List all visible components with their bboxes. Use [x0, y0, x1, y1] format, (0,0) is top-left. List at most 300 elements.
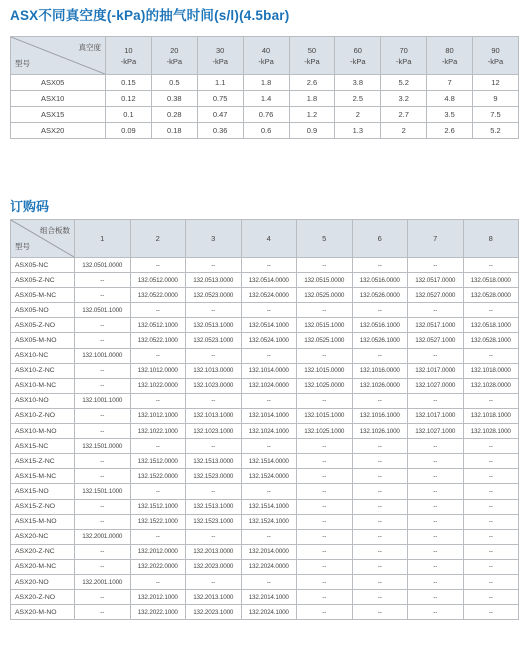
vacuum-level-value: 80 — [445, 45, 454, 55]
order-code-cell: -- — [75, 408, 131, 423]
order-code-cell: 132.0527.1000 — [408, 333, 464, 348]
order-code-cell: -- — [463, 499, 519, 514]
order-code-cell: 132.0517.1000 — [408, 318, 464, 333]
order-code-cell: 132.1522.0000 — [130, 469, 186, 484]
time-cell: 3.5 — [427, 107, 473, 123]
order-code-cell: 132.1014.0000 — [241, 363, 297, 378]
order-code-cell: -- — [241, 484, 297, 499]
table-row — [11, 439, 519, 454]
time-cell: 2.5 — [335, 91, 381, 107]
order-code-cell: 132.0518.0000 — [463, 273, 519, 288]
order-code-cell: -- — [408, 303, 464, 318]
order-code-cell: -- — [408, 348, 464, 363]
order-code-cell: 132.1028.0000 — [463, 378, 519, 393]
time-cell: 0.38 — [151, 91, 197, 107]
time-cell: 7 — [427, 75, 473, 91]
order-code-cell: -- — [408, 574, 464, 589]
vacuum-level-header — [289, 37, 335, 75]
order-code-cell: -- — [297, 590, 353, 605]
order-code-cell: -- — [297, 529, 353, 544]
order-code-cell: 132.1514.1000 — [241, 499, 297, 514]
order-code-cell: -- — [75, 273, 131, 288]
order-code-cell: 132.0516.0000 — [352, 273, 408, 288]
order-code-cell: -- — [352, 590, 408, 605]
order-code-cell: -- — [75, 544, 131, 559]
order-code-cell: -- — [408, 454, 464, 469]
order-code-cell: -- — [186, 258, 242, 273]
order-code-title: 订购码 — [10, 199, 50, 214]
model-cell: ASX05-NC — [11, 258, 75, 273]
order-code-cell: 132.2013.0000 — [186, 544, 242, 559]
order-code-cell: -- — [130, 529, 186, 544]
order-code-cell: -- — [463, 348, 519, 363]
table-row — [11, 590, 519, 605]
order-code-cell: -- — [130, 439, 186, 454]
order-code-cell: 132.1012.1000 — [130, 408, 186, 423]
corner-label-columns: 真空度 — [78, 43, 101, 52]
order-code-cell: -- — [463, 529, 519, 544]
order-code-cell: -- — [297, 544, 353, 559]
order-code-cell: -- — [463, 484, 519, 499]
order-code-cell: -- — [186, 529, 242, 544]
order-code-cell: -- — [408, 559, 464, 574]
vacuum-level-value: 10 — [124, 45, 133, 55]
order-code-cell: 132.2012.0000 — [130, 544, 186, 559]
vacuum-level-header — [427, 37, 473, 75]
order-code-cell: 132.0515.1000 — [297, 318, 353, 333]
order-code-cell: -- — [408, 544, 464, 559]
order-code-cell: -- — [297, 484, 353, 499]
vacuum-level-header — [106, 37, 152, 75]
order-code-cell: -- — [352, 514, 408, 529]
order-code-cell: -- — [75, 454, 131, 469]
time-cell: 0.75 — [197, 91, 243, 107]
order-code-cell: 132.1013.1000 — [186, 408, 242, 423]
order-code-cell: 132.0501.1000 — [75, 303, 131, 318]
order-code-cell: -- — [352, 348, 408, 363]
model-cell: ASX20 — [11, 123, 106, 139]
plate-count-header: 3 — [186, 220, 242, 258]
model-cell: ASX20-M-NO — [11, 605, 75, 620]
vacuum-level-header — [151, 37, 197, 75]
order-code-cell: 132.0524.0000 — [241, 288, 297, 303]
time-cell: 4.8 — [427, 91, 473, 107]
order-code-cell: -- — [75, 333, 131, 348]
table-row — [11, 123, 519, 139]
order-code-cell: -- — [408, 439, 464, 454]
order-code-cell: -- — [75, 605, 131, 620]
order-code-cell: 132.2001.0000 — [75, 529, 131, 544]
model-cell: ASX05-Z-NO — [11, 318, 75, 333]
time-cell: 0.76 — [243, 107, 289, 123]
order-code-cell: -- — [463, 303, 519, 318]
vacuum-level-unit: -kPa — [350, 56, 366, 66]
order-code-cell: 132.1023.0000 — [186, 378, 242, 393]
model-cell: ASX15-M-NO — [11, 514, 75, 529]
order-code-cell: -- — [186, 574, 242, 589]
plate-count-header: 6 — [352, 220, 408, 258]
order-code-cell: -- — [186, 348, 242, 363]
time-cell: 2.7 — [381, 107, 427, 123]
table-row — [11, 605, 519, 620]
order-code-cell: 132.1523.0000 — [186, 469, 242, 484]
vacuum-level-unit: -kPa — [166, 56, 183, 66]
order-code-cell: -- — [130, 348, 186, 363]
order-code-cell: -- — [75, 288, 131, 303]
order-code-cell: -- — [75, 514, 131, 529]
order-code-cell: -- — [408, 469, 464, 484]
model-cell: ASX05-M-NC — [11, 288, 75, 303]
order-code-cell: 132.1013.0000 — [186, 363, 242, 378]
vacuum-level-unit: -kPa — [487, 56, 504, 66]
order-code-cell: 132.1015.0000 — [297, 363, 353, 378]
order-code-cell: -- — [352, 484, 408, 499]
order-code-cell: 132.1024.1000 — [241, 424, 297, 439]
time-cell: 0.47 — [197, 107, 243, 123]
table-row — [11, 258, 519, 273]
order-code-cell: -- — [463, 454, 519, 469]
time-cell: 1.4 — [243, 91, 289, 107]
table-row — [11, 107, 519, 123]
order-code-cell: -- — [352, 559, 408, 574]
order-code-cell: 132.1016.0000 — [352, 363, 408, 378]
order-code-cell: -- — [408, 499, 464, 514]
time-cell: 12 — [473, 75, 519, 91]
vacuum-level-unit: -kPa — [212, 56, 228, 66]
model-cell: ASX10-Z-NO — [11, 408, 75, 423]
order-code-cell: -- — [352, 393, 408, 408]
time-cell: 9 — [473, 91, 519, 107]
order-code-cell: -- — [186, 393, 242, 408]
order-code-cell: 132.0512.0000 — [130, 273, 186, 288]
order-code-cell: 132.2024.0000 — [241, 559, 297, 574]
order-code-cell: 132.0501.0000 — [75, 258, 131, 273]
vacuum-level-value: 70 — [399, 45, 408, 55]
order-code-cell: -- — [297, 258, 353, 273]
order-code-cell: 132.2022.1000 — [130, 605, 186, 620]
order-code-cell: 132.2001.1000 — [75, 574, 131, 589]
time-cell: 0.9 — [289, 123, 335, 139]
order-code-cell: 132.0517.0000 — [408, 273, 464, 288]
table-row — [11, 544, 519, 559]
order-code-cell: 132.0524.1000 — [241, 333, 297, 348]
time-cell: 0.1 — [106, 107, 152, 123]
vacuum-level-unit: -kPa — [304, 56, 320, 66]
order-code-cell: 132.1028.1000 — [463, 424, 519, 439]
vacuum-level-unit: -kPa — [441, 56, 458, 66]
order-code-cell: 132.1014.1000 — [241, 408, 297, 423]
order-code-cell: -- — [241, 439, 297, 454]
table-row — [11, 574, 519, 589]
table-row — [11, 424, 519, 439]
order-code-cell: 132.2013.1000 — [186, 590, 242, 605]
table-row — [11, 408, 519, 423]
time-cell: 0.5 — [151, 75, 197, 91]
model-cell: ASX15-NC — [11, 439, 75, 454]
order-code-cell: -- — [297, 499, 353, 514]
vacuum-level-value: 40 — [261, 45, 271, 55]
order-code-cell: -- — [75, 559, 131, 574]
order-code-cell: -- — [75, 363, 131, 378]
time-cell: 3.2 — [381, 91, 427, 107]
time-cell: 5.2 — [473, 123, 519, 139]
order-code-cell: -- — [408, 605, 464, 620]
order-code-cell: -- — [352, 469, 408, 484]
table-row — [11, 318, 519, 333]
order-code-cell: -- — [75, 424, 131, 439]
vacuum-level-value: 30 — [216, 45, 225, 55]
order-code-cell: -- — [186, 439, 242, 454]
time-cell: 2.6 — [427, 123, 473, 139]
table-row — [11, 363, 519, 378]
order-code-cell: -- — [75, 469, 131, 484]
order-code-cell: -- — [463, 469, 519, 484]
plate-count-header: 4 — [241, 220, 297, 258]
plate-count-header: 5 — [297, 220, 353, 258]
order-code-cell: -- — [408, 258, 464, 273]
order-code-cell: 132.0528.0000 — [463, 288, 519, 303]
order-code-cell: -- — [130, 393, 186, 408]
model-cell: ASX10 — [11, 91, 106, 107]
vacuum-level-header — [473, 37, 519, 75]
order-code-cell: 132.1022.0000 — [130, 378, 186, 393]
table-row — [11, 91, 519, 107]
time-cell: 2.6 — [289, 75, 335, 91]
plate-count-header: 8 — [463, 220, 519, 258]
time-cell: 0.36 — [197, 123, 243, 139]
order-code-cell: -- — [352, 454, 408, 469]
order-code-cell: -- — [408, 590, 464, 605]
vacuum-level-value: 50 — [307, 45, 317, 55]
order-code-cell: 132.1024.0000 — [241, 378, 297, 393]
order-code-cell: -- — [297, 514, 353, 529]
order-code-cell: 132.0514.1000 — [241, 318, 297, 333]
order-code-cell: 132.1026.0000 — [352, 378, 408, 393]
order-code-cell: 132.1512.0000 — [130, 454, 186, 469]
order-code-cell: -- — [463, 439, 519, 454]
order-code-cell: -- — [297, 439, 353, 454]
order-code-cell: -- — [297, 605, 353, 620]
time-cell: 7.5 — [473, 107, 519, 123]
order-code-cell: -- — [463, 559, 519, 574]
vacuum-level-value: 20 — [170, 45, 179, 55]
time-cell: 5.2 — [381, 75, 427, 91]
order-code-cell: 132.0526.0000 — [352, 288, 408, 303]
order-code-cell: 132.0527.0000 — [408, 288, 464, 303]
order-code-cell: -- — [130, 303, 186, 318]
model-cell: ASX20-Z-NO — [11, 590, 75, 605]
order-code-cell: 132.0515.0000 — [297, 273, 353, 288]
order-code-cell: 132.1524.0000 — [241, 469, 297, 484]
order-code-corner-header — [11, 220, 75, 258]
corner-label-columns: 组合板数 — [40, 226, 70, 235]
model-cell: ASX15-Z-NC — [11, 454, 75, 469]
order-code-cell: -- — [408, 529, 464, 544]
table-row — [11, 378, 519, 393]
order-code-cell: 132.0513.1000 — [186, 318, 242, 333]
order-code-cell: -- — [130, 574, 186, 589]
order-code-cell: -- — [352, 303, 408, 318]
table-row — [11, 529, 519, 544]
order-code-cell: 132.2012.1000 — [130, 590, 186, 605]
order-code-cell: -- — [297, 454, 353, 469]
model-cell: ASX20-Z-NC — [11, 544, 75, 559]
model-cell: ASX15-Z-NO — [11, 499, 75, 514]
vacuum-level-unit: -kPa — [395, 56, 412, 66]
vacuum-level-header — [381, 37, 427, 75]
model-cell: ASX05-Z-NC — [11, 273, 75, 288]
order-code-cell: -- — [241, 303, 297, 318]
time-cell: 0.6 — [243, 123, 289, 139]
order-code-cell: -- — [352, 499, 408, 514]
table-row — [11, 559, 519, 574]
table-row — [11, 303, 519, 318]
model-cell: ASX10-NC — [11, 348, 75, 363]
header-row — [11, 220, 519, 258]
time-cell: 1.1 — [197, 75, 243, 91]
order-code-cell: 132.0523.0000 — [186, 288, 242, 303]
order-code-cell: 132.1001.1000 — [75, 393, 131, 408]
order-code-cell: -- — [241, 348, 297, 363]
order-code-cell: -- — [75, 378, 131, 393]
time-cell: 0.12 — [106, 91, 152, 107]
order-code-cell: 132.1513.1000 — [186, 499, 242, 514]
table-row — [11, 273, 519, 288]
order-code-cell: 132.1016.1000 — [352, 408, 408, 423]
order-code-cell: 132.1015.1000 — [297, 408, 353, 423]
model-cell: ASX10-Z-NC — [11, 363, 75, 378]
order-code-cell: 132.0526.1000 — [352, 333, 408, 348]
order-code-table — [10, 219, 519, 620]
time-cell: 0.18 — [151, 123, 197, 139]
order-code-cell: 132.1012.0000 — [130, 363, 186, 378]
time-cell: 1.3 — [335, 123, 381, 139]
order-code-cell: -- — [408, 393, 464, 408]
order-code-cell: -- — [352, 529, 408, 544]
order-code-cell: 132.1026.1000 — [352, 424, 408, 439]
order-code-cell: 132.2022.0000 — [130, 559, 186, 574]
order-code-cell: 132.1017.1000 — [408, 408, 464, 423]
order-code-cell: 132.0514.0000 — [241, 273, 297, 288]
order-code-cell: 132.0522.0000 — [130, 288, 186, 303]
table-row — [11, 484, 519, 499]
order-code-cell: 132.2014.0000 — [241, 544, 297, 559]
model-cell: ASX05-NO — [11, 303, 75, 318]
model-cell: ASX10-M-NC — [11, 378, 75, 393]
header-row — [11, 37, 519, 75]
order-code-cell: -- — [241, 393, 297, 408]
time-cell: 0.09 — [106, 123, 152, 139]
order-code-cell: 132.2014.1000 — [241, 590, 297, 605]
time-cell: 0.28 — [151, 107, 197, 123]
plate-count-header: 2 — [130, 220, 186, 258]
order-code-cell: -- — [408, 514, 464, 529]
order-code-cell: -- — [75, 318, 131, 333]
order-code-cell: 132.1025.0000 — [297, 378, 353, 393]
order-code-cell: 132.1022.1000 — [130, 424, 186, 439]
order-code-cell: 132.1524.1000 — [241, 514, 297, 529]
table-row — [11, 499, 519, 514]
order-code-cell: 132.0525.0000 — [297, 288, 353, 303]
order-code-cell: -- — [241, 258, 297, 273]
evacuation-time-table — [10, 36, 519, 139]
table-row — [11, 469, 519, 484]
order-code-cell: 132.0513.0000 — [186, 273, 242, 288]
order-code-cell: -- — [241, 529, 297, 544]
order-code-cell: -- — [352, 544, 408, 559]
model-cell: ASX10-NO — [11, 393, 75, 408]
corner-label-model: 型号 — [15, 59, 30, 68]
order-code-cell: 132.0518.1000 — [463, 318, 519, 333]
order-code-cell: -- — [463, 590, 519, 605]
order-code-cell: 132.2023.0000 — [186, 559, 242, 574]
order-code-cell: -- — [297, 559, 353, 574]
model-cell: ASX15 — [11, 107, 106, 123]
table-row — [11, 348, 519, 363]
order-code-cell: 132.2023.1000 — [186, 605, 242, 620]
order-code-cell: -- — [352, 258, 408, 273]
order-code-cell: 132.1501.1000 — [75, 484, 131, 499]
order-code-cell: 132.1523.1000 — [186, 514, 242, 529]
order-code-cell: 132.1023.1000 — [186, 424, 242, 439]
vacuum-level-header — [335, 37, 381, 75]
order-code-cell: -- — [463, 544, 519, 559]
order-code-cell: -- — [241, 574, 297, 589]
order-code-cell: 132.0523.1000 — [186, 333, 242, 348]
order-code-cell: 132.1025.1000 — [297, 424, 353, 439]
order-code-cell: -- — [463, 393, 519, 408]
evacuation-time-title: ASX不同真空度(-kPa)的抽气时间(s/l)(4.5bar) — [10, 8, 290, 23]
model-cell: ASX15-M-NC — [11, 469, 75, 484]
time-cell: 0.15 — [106, 75, 152, 91]
order-code-cell: -- — [408, 484, 464, 499]
order-code-cell: -- — [297, 574, 353, 589]
order-code-cell: -- — [297, 303, 353, 318]
table-row — [11, 454, 519, 469]
time-cell: 1.2 — [289, 107, 335, 123]
corner-label-model: 型号 — [15, 242, 30, 251]
model-cell: ASX05 — [11, 75, 106, 91]
order-code-cell: -- — [297, 469, 353, 484]
time-cell: 1.8 — [289, 91, 335, 107]
order-code-cell: 132.1514.0000 — [241, 454, 297, 469]
order-code-cell: -- — [463, 605, 519, 620]
vacuum-level-value: 90 — [491, 45, 500, 55]
order-code-cell: 132.0516.1000 — [352, 318, 408, 333]
order-code-cell: 132.0512.1000 — [130, 318, 186, 333]
vacuum-level-header — [197, 37, 243, 75]
order-code-cell: -- — [352, 605, 408, 620]
order-code-cell: -- — [75, 499, 131, 514]
order-code-cell: -- — [130, 484, 186, 499]
model-cell: ASX20-NO — [11, 574, 75, 589]
time-cell: 3.8 — [335, 75, 381, 91]
order-code-cell: -- — [463, 574, 519, 589]
order-code-cell: 132.1001.0000 — [75, 348, 131, 363]
order-code-cell: -- — [75, 590, 131, 605]
time-cell: 2 — [381, 123, 427, 139]
plate-count-header: 7 — [408, 220, 464, 258]
model-cell: ASX05-M-NO — [11, 333, 75, 348]
order-code-cell: -- — [297, 348, 353, 363]
vacuum-level-unit: -kPa — [120, 56, 137, 66]
vacuum-level-header — [243, 37, 289, 75]
order-code-cell: 132.0528.1000 — [463, 333, 519, 348]
order-code-cell: 132.1513.0000 — [186, 454, 242, 469]
time-cell: 2 — [335, 107, 381, 123]
vacuum-level-value: 60 — [353, 45, 362, 55]
table-row — [11, 75, 519, 91]
